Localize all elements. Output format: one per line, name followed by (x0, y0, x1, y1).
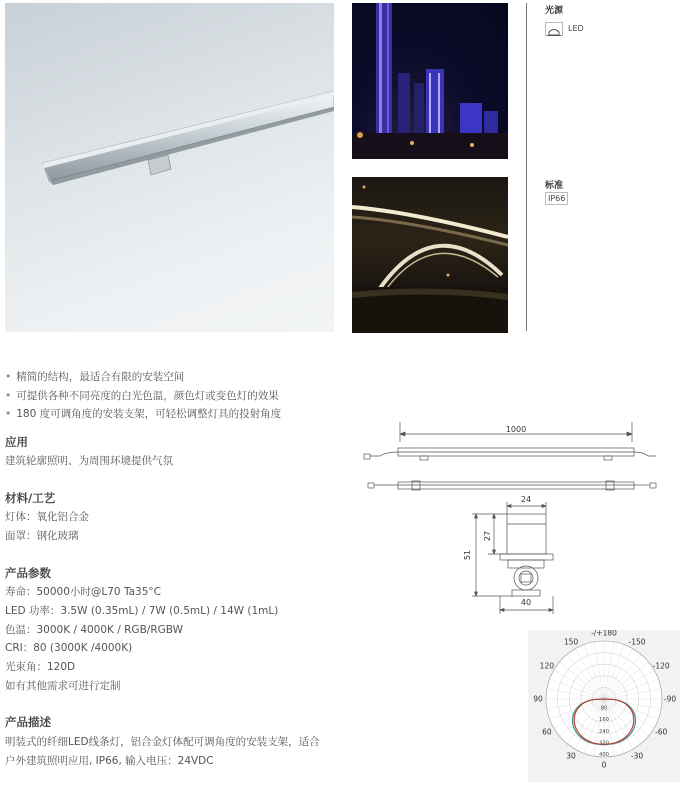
polar-radial-label: 80 (600, 705, 608, 712)
photo-building-night (352, 3, 508, 159)
polar-angle-label: -/+180 (591, 630, 617, 638)
feature-item: • 180 度可调角度的安装支架，可轻松调整灯具的投射角度 (5, 408, 282, 420)
param-line: 如有其他需求可进行定制 (5, 680, 121, 692)
dimension-drawing (360, 418, 660, 620)
param-line: 寿命：50000小时@L70 Ta35°C (5, 586, 162, 598)
photo-bridge-night (352, 177, 508, 333)
polar-angle-label: 0 (601, 760, 607, 770)
polar-angle-label: 30 (566, 751, 576, 761)
description-title: 产品描述 (5, 715, 51, 729)
polar-angle-label: -120 (652, 661, 670, 671)
light-source-title: 光源 (545, 6, 564, 16)
param-line: LED 功率：3.5W (0.35mL) / 7W (0.5mL) / 14W (1mL) (5, 605, 279, 617)
param-line: 光束角：120D (5, 661, 76, 673)
ip-rating-badge: IP66 (545, 192, 568, 205)
polar-radial-label: 240 (599, 728, 609, 735)
polar-angle-label: 60 (542, 727, 552, 737)
dim-height-total: 51 (463, 549, 472, 561)
polar-angle-label: -30 (630, 751, 644, 761)
polar-radial-label: 160 (599, 717, 609, 724)
materials-title: 材料/工艺 (5, 491, 56, 505)
dim-width-bottom: 40 (520, 598, 532, 607)
bullet-icon: • (5, 390, 12, 402)
description-line: 明装式的纤细LED线条灯，铝合金灯体配可调角度的安装支架，适合 (5, 736, 320, 748)
polar-angle-label: 90 (533, 694, 543, 704)
feature-item: • 可提供各种不同亮度的白光色温，颜色灯或变色灯的效果 (5, 390, 279, 402)
polar-angle-label: 150 (563, 637, 579, 647)
feature-item: • 精简的结构，最适合有限的安装空间 (5, 371, 185, 383)
product-photo (5, 3, 334, 332)
polar-angle-label: -90 (663, 694, 677, 704)
standard-title: 标准 (545, 181, 564, 191)
application-title: 应用 (5, 435, 28, 449)
bullet-icon: • (5, 408, 12, 420)
bullet-icon: • (5, 371, 12, 383)
polar-angle-label: -60 (655, 727, 668, 737)
param-line: 色温：3000K / 4000K / RGB/RGBW (5, 624, 183, 636)
dim-length: 1000 (505, 425, 527, 434)
description-line: 户外建筑照明应用, IP66, 输入电压：24VDC (5, 755, 214, 767)
polar-angle-label: -150 (628, 637, 646, 647)
dim-width-top: 24 (520, 495, 532, 504)
light-source-value: LED (568, 24, 584, 33)
material-line: 面罩：钢化玻璃 (5, 530, 79, 542)
material-line: 灯体：氧化铝合金 (5, 511, 89, 523)
polar-radial-label: 320 (599, 740, 609, 747)
polar-radial-label: 400 (599, 752, 609, 758)
polar-angle-label: 120 (539, 661, 555, 671)
application-text: 建筑轮廓照明、为周围环境提供气氛 (5, 455, 173, 467)
led-icon (545, 22, 563, 36)
dim-height-small: 27 (483, 530, 492, 542)
vertical-divider (526, 3, 527, 331)
light-distribution-chart (528, 630, 680, 782)
params-title: 产品参数 (5, 566, 51, 580)
param-line: CRI：80 (3000K /4000K) (5, 642, 133, 654)
